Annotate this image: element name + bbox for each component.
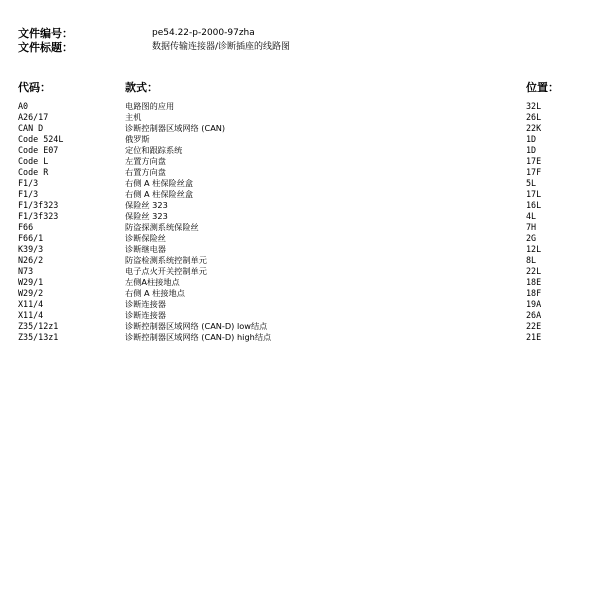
table-row: [0, 200, 602, 211]
row-desc: 俄罗斯: [125, 134, 150, 144]
row-desc: 防盗检测系统控制单元: [125, 255, 207, 265]
table-row: [0, 288, 602, 299]
row-code: W29/2: [18, 288, 44, 298]
row-pos: 22L: [526, 266, 542, 276]
table-row: [0, 310, 602, 321]
table-row: [0, 156, 602, 167]
row-code: CAN D: [18, 123, 44, 133]
row-desc: 右侧 A 柱接地点: [125, 288, 185, 298]
row-desc: 诊断控制器区域网络 (CAN-D) low结点: [125, 321, 268, 331]
table-row: [0, 299, 602, 310]
doc-number-value: pe54.22-p-2000-97zha: [152, 28, 255, 38]
row-code: Code E07: [18, 145, 59, 155]
row-code: X11/4: [18, 299, 44, 309]
row-pos: 17F: [526, 167, 542, 177]
table-row: [0, 178, 602, 189]
table-row: [0, 321, 602, 332]
row-desc: 防盗探测系统保险丝: [125, 222, 199, 232]
table-row: [0, 255, 602, 266]
row-pos: 4L: [526, 211, 537, 221]
row-pos: 19A: [526, 299, 542, 309]
table-row: [0, 167, 602, 178]
table-row: [0, 244, 602, 255]
row-pos: 32L: [526, 101, 542, 111]
row-desc: 电子点火开关控制单元: [125, 266, 207, 276]
row-desc: 保险丝 323: [125, 211, 168, 221]
row-pos: 18E: [526, 277, 542, 287]
doc-title-value: 数据传输连接器/诊断插座的线路图: [152, 42, 291, 52]
component-list: [0, 101, 602, 343]
row-desc: 定位和跟踪系统: [125, 145, 183, 155]
row-pos: 1D: [526, 134, 537, 144]
row-code: Code R: [18, 167, 49, 177]
table-row: [0, 123, 602, 134]
row-code: F1/3: [18, 189, 39, 199]
row-pos: 5L: [526, 178, 537, 188]
row-pos: 1D: [526, 145, 537, 155]
row-pos: 17E: [526, 156, 542, 166]
row-desc: 右侧 A 柱保险丝盒: [125, 189, 194, 199]
row-code: X11/4: [18, 310, 44, 320]
row-code: W29/1: [18, 277, 44, 287]
row-desc: 诊断控制器区域网络 (CAN-D) high结点: [125, 332, 272, 342]
row-pos: 22K: [526, 123, 542, 133]
row-desc: 主机: [125, 112, 142, 122]
row-desc: 右侧 A 柱保险丝盒: [125, 178, 194, 188]
row-pos: 21E: [526, 332, 542, 342]
row-desc: 左置方向盘: [125, 156, 166, 166]
row-pos: 8L: [526, 255, 537, 265]
row-code: F1/3: [18, 178, 39, 188]
row-code: N73: [18, 266, 34, 276]
row-desc: 电路图的应用: [125, 101, 175, 111]
row-code: F1/3f323: [18, 211, 59, 221]
row-pos: 22E: [526, 321, 542, 331]
table-row: [0, 222, 602, 233]
row-code: Code L: [18, 156, 49, 166]
row-code: F1/3f323: [18, 200, 59, 210]
column-header-code: 代码：: [18, 81, 51, 94]
row-pos: 2G: [526, 233, 537, 243]
row-code: Code 524L: [18, 134, 64, 144]
table-row: [0, 332, 602, 343]
row-code: K39/3: [18, 244, 44, 254]
row-code: Z35/13z1: [18, 332, 59, 342]
doc-number-label: 文件编号：: [18, 27, 73, 40]
row-desc: 诊断连接器: [125, 299, 166, 309]
row-pos: 16L: [526, 200, 542, 210]
row-pos: 18F: [526, 288, 542, 298]
table-row: [0, 134, 602, 145]
row-desc: 诊断控制器区域网络 (CAN): [125, 123, 226, 133]
row-code: Z35/12z1: [18, 321, 59, 331]
table-row: [0, 211, 602, 222]
column-header-desc: 款式：: [125, 81, 158, 94]
row-code: F66/1: [18, 233, 44, 243]
table-row: [0, 233, 602, 244]
doc-title-label: 文件标题：: [18, 41, 73, 54]
row-pos: 26L: [526, 112, 542, 122]
row-desc: 诊断连接器: [125, 310, 166, 320]
row-pos: 12L: [526, 244, 542, 254]
row-code: F66: [18, 222, 34, 232]
row-code: A26/17: [18, 112, 49, 122]
row-desc: 保险丝 323: [125, 200, 168, 210]
row-pos: 26A: [526, 310, 542, 320]
row-pos: 7H: [526, 222, 537, 232]
row-code: A0: [18, 101, 29, 111]
row-code: N26/2: [18, 255, 44, 265]
row-desc: 左侧A柱接地点: [125, 277, 180, 287]
row-desc: 诊断继电器: [125, 244, 166, 254]
table-row: [0, 266, 602, 277]
table-row: [0, 101, 602, 112]
row-desc: 右置方向盘: [125, 167, 166, 177]
row-desc: 诊断保险丝: [125, 233, 166, 243]
row-pos: 17L: [526, 189, 542, 199]
table-row: [0, 189, 602, 200]
table-row: [0, 145, 602, 156]
table-row: [0, 112, 602, 123]
column-header-pos: 位置：: [526, 81, 559, 94]
table-row: [0, 277, 602, 288]
